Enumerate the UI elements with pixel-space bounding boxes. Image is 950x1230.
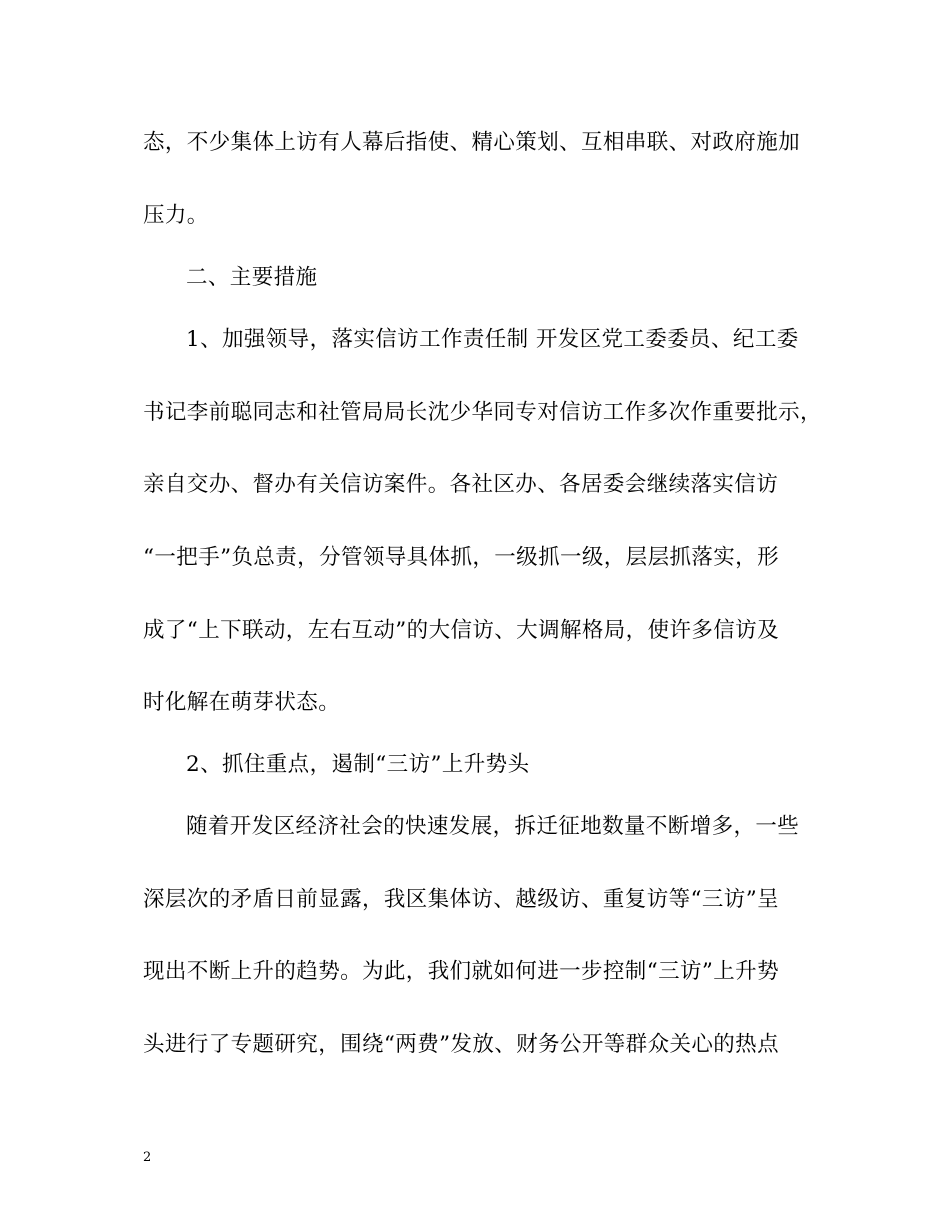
body-text-line: 深层次的矛盾日前显露，我区集体访、越级访、重复访等“三访”呈	[143, 887, 779, 912]
paragraph-first-line: 随着开发区经济社会的快速发展，拆迁征地数量不断增多，一些	[186, 814, 800, 839]
body-text-line: 时化解在萌芽状态。	[143, 690, 341, 715]
body-text-line: 书记李前聪同志和社管局局长沈少华同专对信访工作多次作重要批示，	[143, 400, 822, 425]
section-heading: 二、主要措施	[186, 265, 318, 290]
body-text-line: 态，不少集体上访有人幕后指使、精心策划、互相串联、对政府施加	[143, 130, 801, 155]
body-text-line: 头进行了专题研究，围绕“两费”发放、财务公开等群众关心的热点	[143, 1032, 779, 1057]
body-text-line: 现出不断上升的趋势。为此，我们就如何进一步控制“三访”上升势	[143, 959, 779, 984]
body-text-line: 成了“上下联动，左右互动”的大信访、大调解格局，使许多信访及	[143, 618, 779, 643]
subsection-heading: 2、抓住重点，遏制“三访”上升势头	[186, 752, 530, 777]
subsection-heading: 1、加强领导，落实信访工作责任制 开发区党工委委员、纪工委	[186, 327, 799, 352]
body-text-line: 压力。	[143, 203, 209, 228]
page-number: 2	[143, 1150, 152, 1165]
body-text-line: “一把手”负总责，分管领导具体抓，一级抓一级，层层抓落实，形	[143, 545, 779, 570]
body-text-line: 亲自交办、督办有关信访案件。各社区办、各居委会继续落实信访	[143, 472, 779, 497]
